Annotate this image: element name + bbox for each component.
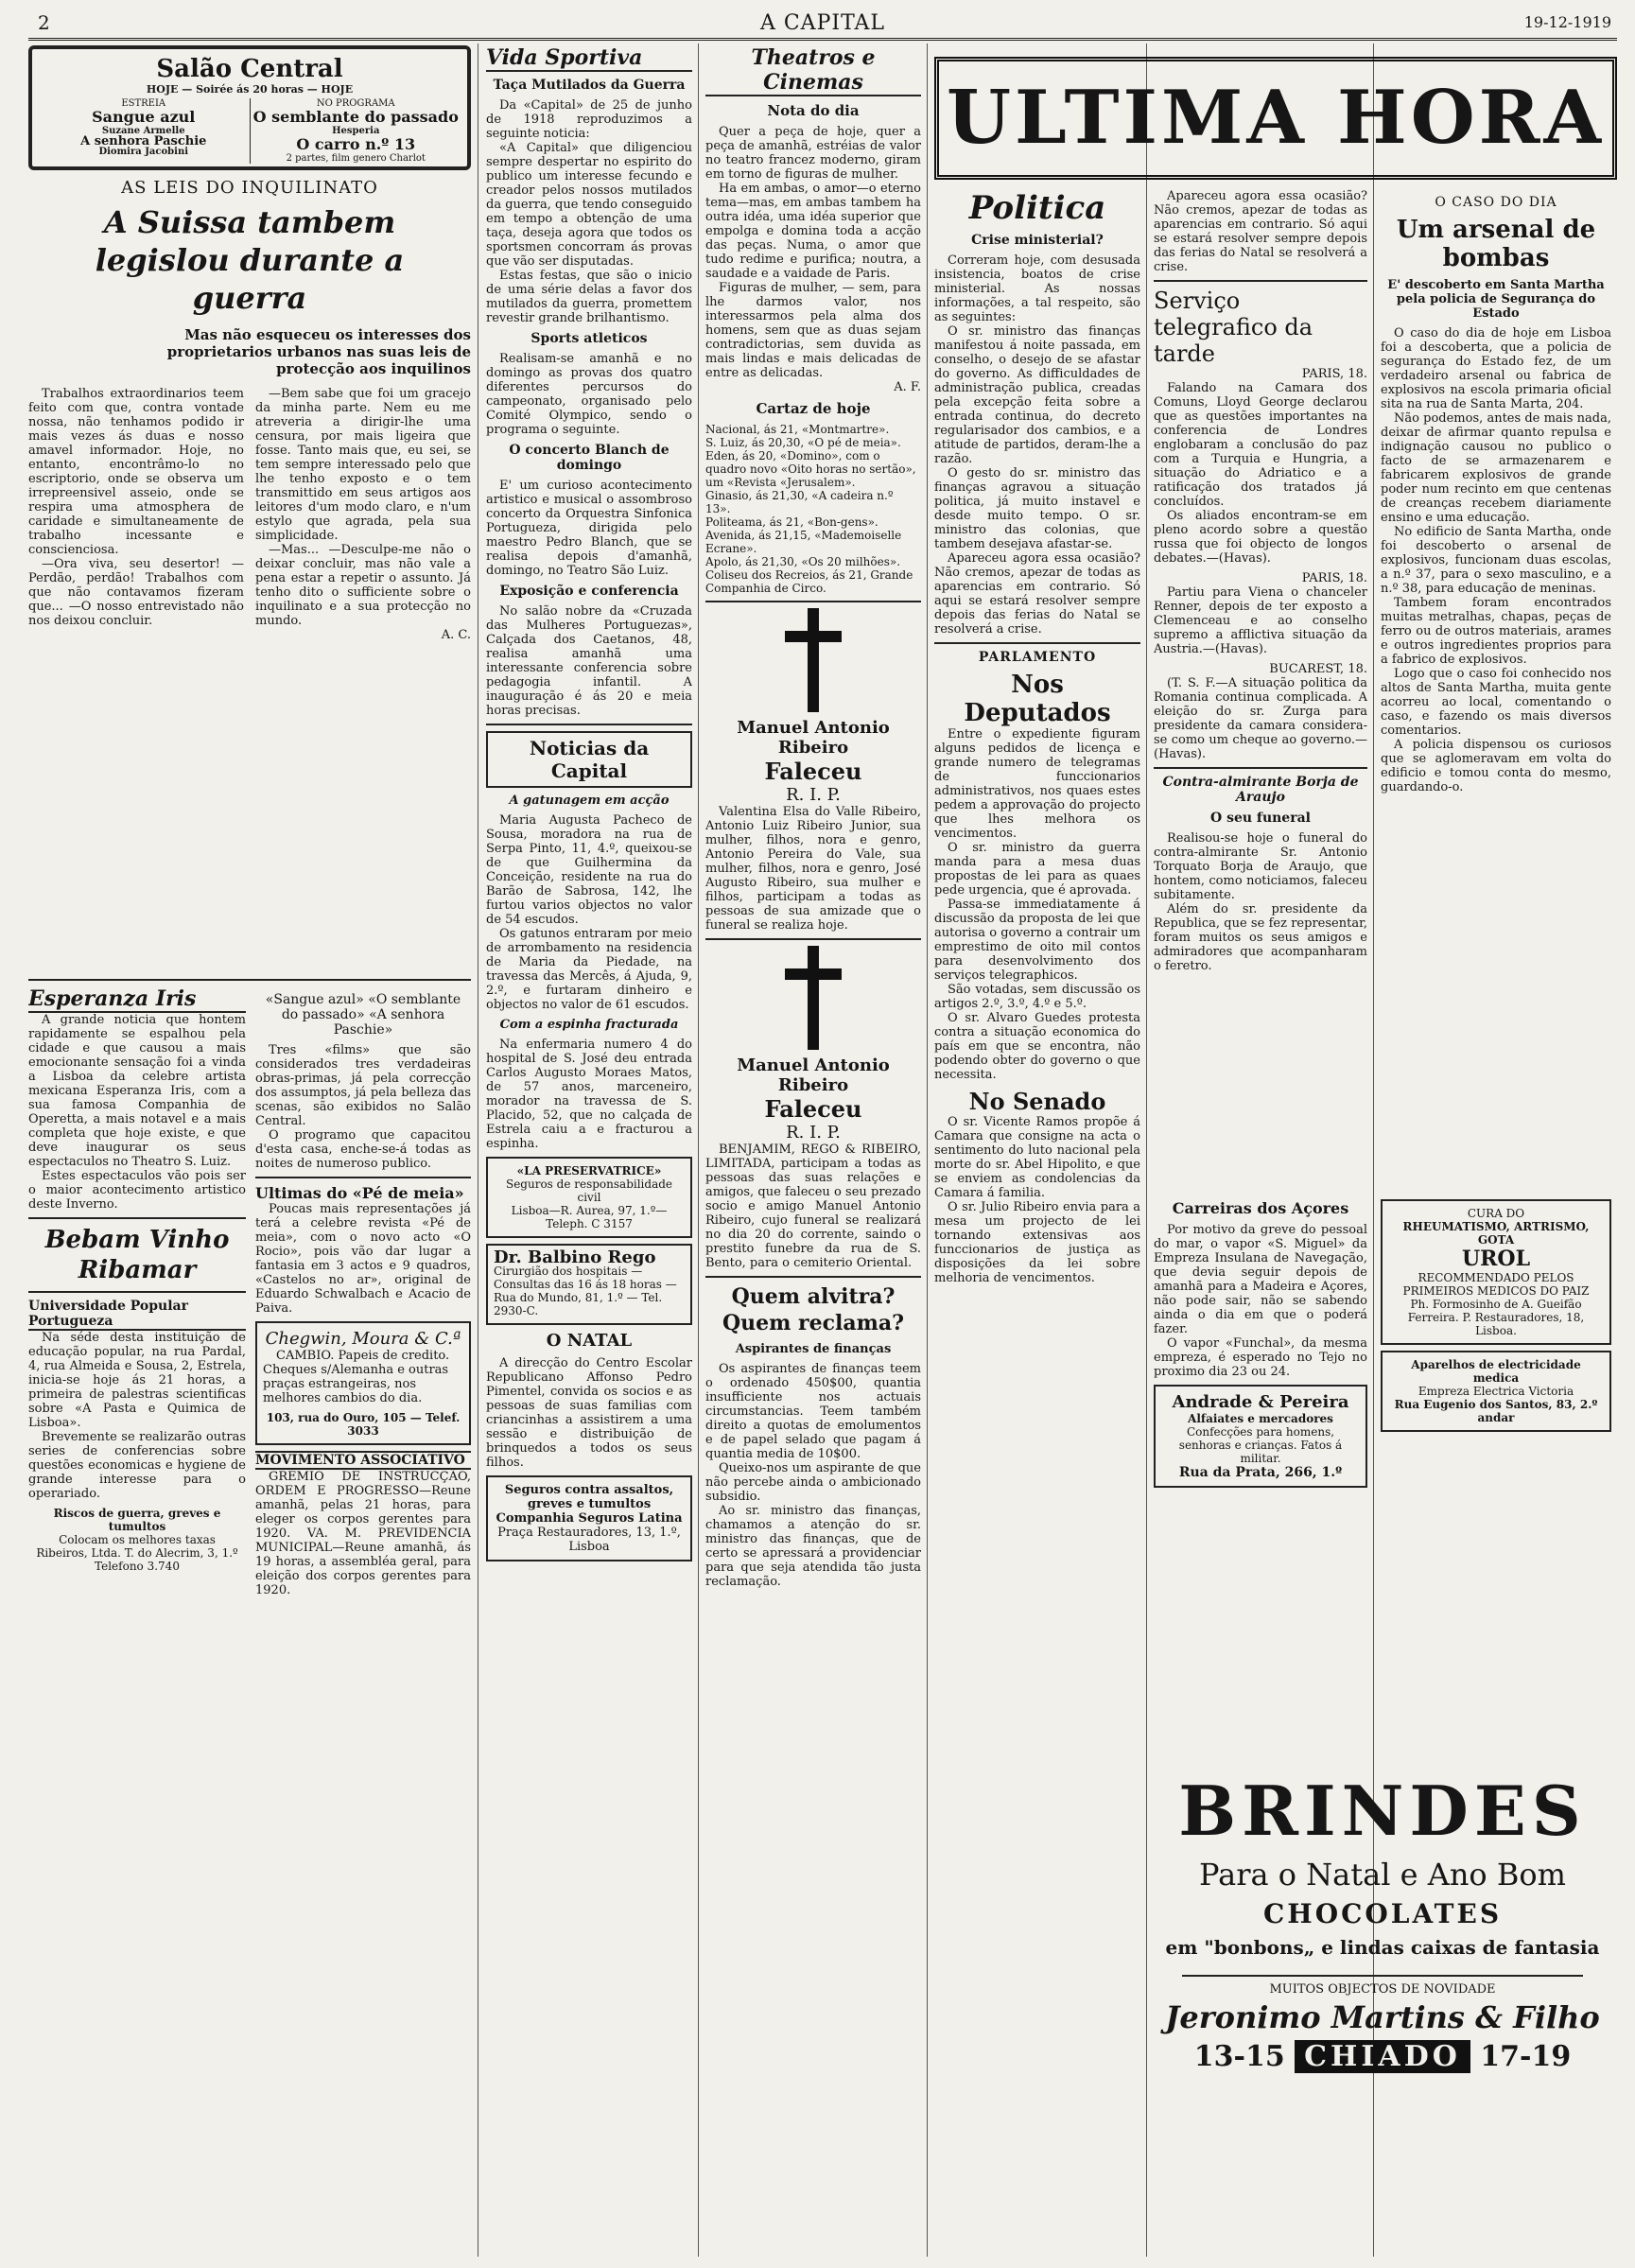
- urol-cura: CURA DO: [1467, 1207, 1525, 1220]
- seguros-l1: Seguros contra assaltos, greves e tumultos: [504, 1483, 674, 1511]
- cartaz-c5: Politeama, ás 21, «Bon-gens».: [705, 515, 878, 529]
- servico-title: Serviço telegrafico da tarde: [1154, 288, 1313, 367]
- salao-film4: O carro n.º 13: [296, 135, 416, 153]
- salao-film2-star: Diomira Jacobini: [98, 147, 189, 157]
- parlamento-p5: O sr. Alvaro Guedes protesta contra a situação economica do país em que se encontra, não podendo obter do governo o que necessita.: [934, 1011, 1140, 1082]
- noticias-p1: Maria Augusta Pacheco de Sousa, moradora na rua de Serpa Pinto, 11, 4.º, queixou-se de que Guilhermina da Conceição, residente na rua do Barão de Sabrosa, 142, lhe furtou varios objectos no valor de 54 escudos.: [486, 813, 692, 927]
- salao-film1: Sangue azul: [92, 108, 196, 126]
- cartaz-c2: S. Luiz, ás 20,30, «O pé de meia».: [705, 436, 901, 449]
- brindes-addr-l: 13-15: [1193, 2040, 1285, 2073]
- brindes-line: em "bonbons„ e lindas caixas de fantasia: [1165, 1936, 1600, 1959]
- servico-d3: BUCAREST, 18.: [1269, 662, 1367, 676]
- obit2-p2: BENJAMIM, REGO & RIBEIRO, LIMITADA, participam a todas as pessoas das suas relações e amigos, que faleceu o seu prezado socio e amigo Manuel Antonio Ribeiro, cujo funeral se realizará no dia 20 do corrente, saindo o prestito funebre da rua de S. Bento, para o cemiterio Oriental.: [705, 1143, 921, 1270]
- column-3: [705, 45, 921, 2259]
- inquilinato-p4: —Mas... —Desculpe-me não o deixar concluir, mas não vale a pena estar a repetir o assunto. Já tenho dito o sufficiente sobre o inquilinato e a sua protecção no mundo.: [255, 543, 471, 628]
- ultima-hora-title: ULTIMA HORA: [946, 75, 1606, 161]
- inquilinato-sub: Mas não esqueceu os interesses dos proprietarios urbanos nas suas leis de protecção aos inquilinos: [166, 326, 471, 377]
- urol-l2: RECOMMENDADO PELOS PRIMEIROS MEDICOS DO PAIZ: [1402, 1271, 1590, 1298]
- obit1-faleceu: Faleceu: [764, 758, 862, 785]
- bebam-ad: [28, 1225, 246, 1285]
- carreiras-title: Carreiras dos Açores: [1172, 1199, 1349, 1217]
- politica-crise: Crise ministerial?: [971, 233, 1104, 248]
- natal-title: O NATAL: [546, 1331, 633, 1351]
- cartaz-c1: Nacional, ás 21, «Montmartre».: [705, 423, 890, 436]
- parlamento-p3: Passa-se immediatamente á discussão da proposta de lei que autorisa o governo a contrair um emprestimo de oito mil contos para desenvolvimento dos serviços telegraphicos.: [934, 898, 1140, 983]
- quem-p3: Ao sr. ministro das finanças, chamamos a atenção do sr. ministro das finanças, que de certo se apressará a providenciar para que seja atendida tão justa reclamação.: [705, 1504, 921, 1589]
- sangue-p1: Tres «films» que são considerados tres verdadeiras obras-primas, já pela correcção dos assumptos, já pela belleza das scenas, são exibidos no Salão Central.: [255, 1043, 471, 1128]
- riscos-ad: [28, 1507, 246, 1573]
- cross-icon: [785, 946, 842, 1050]
- inquilinato-p1: Trabalhos extraordinarios teem feito com que, contra vontade nossa, não tenhamos podido ir mais vezes ás duas e nosso amavel informador. Hoje, no entanto, encontrâmo-lo no escriptorio, onde se observa um irrepreensivel asseio, onde se respira uma atmosphera de caridade e simultaneamente de trabalho incessante e conscienciosa.: [28, 387, 244, 557]
- ultima-hora-banner: [934, 57, 1617, 180]
- vida-sub: Taça Mutilados da Guerra: [493, 78, 686, 93]
- natal-p1: A direcção do Centro Escolar Republicano Affonso Pedro Pimentel, convida os socios e as pessoas de suas familias com criancinhas a assistirem a uma sessão e distribuição de brinquedos a todos os seus filhos.: [486, 1356, 692, 1470]
- balbino-ad: [486, 1244, 692, 1325]
- noticias-s1: A gatunagem em acção: [509, 794, 670, 808]
- borja-title: Contra-almirante Borja de Araujo: [1162, 775, 1359, 805]
- ultimas-p1: Poucas mais representações já terá a celebre revista «Pé de meia», com o novo acto «O Rocio», pois vão dar lugar a fantasia em 3 actos e 9 quadros, «Castelos no ar», original de Eduardo Schwalbach e Acacio de Paiva.: [255, 1202, 471, 1316]
- movimento-p1: GREMIO DE INSTRUCÇÃO, ORDEM E PROGRESSO—Reune amanhã, pelas 21 horas, para eleger os corpos gerentes para 1920. VA. M. PREVIDENCIA MUNICIPAL—Reune amanhã, ás 19 horas, a assembléa geral, para eleição dos corpos gerentes para 1920.: [255, 1470, 471, 1597]
- parlamento-p6: O sr. Vicente Ramos propõe á Camara que consigne na acta o sentimento do luto nacional pela morte do sr. Abel Hipolito, e que se enviem as condolencias da Camara á familia.: [934, 1115, 1140, 1200]
- vida-p5: E' um curioso acontecimento artistico e musical o assombroso concerto da Orquestra Sinfonica Portugueza, dirigida pelo maestro Pedro Blanch, que se realisa depois d'amanhã, domingo, no Teatro São Luiz.: [486, 479, 692, 578]
- obit1-p1: Valentina Elsa do Valle Ribeiro, Antonio Luiz Ribeiro Junior, sua mulher, filhos, nora e genro, Antonio Pereira do Vale, sua mulher, filhos, nora e genro, José Augusto Ribeiro, sua mulher e filhos, participam a todas as pessoas de sua amizade que o funeral se realiza hoje.: [705, 805, 921, 933]
- vida-concerto: O concerto Blanch de domingo: [509, 443, 670, 473]
- riscos-title: Riscos de guerra, greves e tumultos: [53, 1507, 221, 1533]
- teatros-sign: A. F.: [894, 380, 921, 394]
- obit2-faleceu: Faleceu: [764, 1095, 862, 1123]
- aparelhos-ad: [1381, 1351, 1611, 1432]
- bebam-line1: Bebam Vinho: [44, 1226, 230, 1254]
- parlamento-p2: O sr. ministro da guerra manda para a mesa duas propostas de lei para as quaes pede urgencia, que é aprovada.: [934, 841, 1140, 898]
- cartaz-c8: Coliseu dos Recreios, ás 21, Grande Companhia de Circo.: [705, 568, 913, 595]
- urol-l3: Ph. Formosinho de A. Gueifão: [1410, 1298, 1582, 1311]
- movimento-title: MOVIMENTO ASSOCIATIVO: [255, 1451, 471, 1470]
- vida-p6: No salão nobre da «Cruzada das Mulheres Portuguezas», Calçada dos Caetanos, 48, realisa amanhã uma interessante conferencia sobre pedagogia infantil. A inauguração é ás 20 e meia horas precisas.: [486, 604, 692, 718]
- caso-title: O CASO DO DIA: [1435, 195, 1557, 210]
- sangue-p2: O programo que capacitou d'esta casa, enche-se-á todas as noites de numeroso publico.: [255, 1128, 471, 1171]
- inquilinato-section: AS LEIS DO INQUILINATO: [121, 178, 378, 198]
- sangue-title: «Sangue azul» «O semblante do passado» «A senhora Paschie»: [265, 992, 461, 1038]
- brindes-nov: MUITOS OBJECTOS DE NOVIDADE: [1269, 1982, 1496, 1997]
- universidade-p2: Brevemente se realizarão outras series de conferencias sobre questões economicas e hygiene de grande interesse para o operariado.: [28, 1430, 246, 1501]
- carreiras-p1: Por motivo da greve do pessoal do mar, o vapor «S. Miguel» da Empreza Insulana de Navegação, que devia seguir depois de amanhã para a Madeira e Açores, não pode sair, não se sabendo ainda o dia em que o poderá fazer.: [1154, 1223, 1367, 1336]
- lower-col-6: [1381, 1194, 1611, 1761]
- salao-programa: NO PROGRAMA: [316, 98, 395, 109]
- parlamento-title: Nos Deputados: [964, 671, 1111, 727]
- andrade-title: Andrade & Pereira: [1172, 1392, 1349, 1412]
- bebam-line2: Ribamar: [78, 1256, 197, 1284]
- salao-film1-star: Suzane Armelle: [101, 126, 185, 136]
- borja-sub: O seu funeral: [1210, 811, 1311, 826]
- caso-p6: A policia dispensou os curiosos que se aglomeravam em volta do edificio e tomou conta do mesmo, guardando-o.: [1381, 738, 1611, 794]
- esperanza-title: Esperanza Iris: [28, 986, 246, 1013]
- noticias-p3: Na enfermaria numero 4 do hospital de S. José deu entrada Carlos Augusto Moraes Matos, de 57 anos, marceneiro, morador na travessa de S. Placido, 52, que no calçada de Estrela caiu a e fracturou a espinha.: [486, 1038, 692, 1151]
- teatros-p3: Figuras de mulher, — sem, para lhe darmos valor, nos interessarmos pela alma dos homens, sem que as duas sejam contradictorias, sem duvida as mais lindas e mais delicadas de entre as delicadas.: [705, 281, 921, 380]
- cartaz-title: Cartaz de hoje: [756, 400, 871, 417]
- column-6: [1381, 189, 1611, 1182]
- urol-l4: Ferreira. P. Restauradores, 18, Lisboa.: [1407, 1311, 1585, 1337]
- cartaz-list: [705, 423, 921, 595]
- salao-title: Salão Central: [156, 55, 343, 83]
- caso-p2: Não podemos, antes de mais nada, deixar de afirmar quanto repulsa e indignação causou no publico o facto de se armazenarem e fabricarem explosivos de grande poder num recinto em que centenas de creanças recebem diariamente ensino e uma educação.: [1381, 411, 1611, 525]
- riscos-l1: Colocam os melhores taxas: [59, 1533, 216, 1546]
- salao-central-ad: [28, 45, 471, 170]
- parlamento-p1: Entre o expediente figuram alguns pedidos de licença e grande numero de telegramas de funccionarios administrativos, nos quaes estes pedem a approvação do projecto que lhes melhora os vencimentos.: [934, 727, 1140, 841]
- noticias-title: Noticias da Capital: [486, 731, 692, 788]
- brindes-choc: CHOCOLATES: [1262, 1898, 1503, 1929]
- brindes-addr: [1154, 2038, 1611, 2076]
- obit1-rip: R. I. P.: [786, 785, 841, 805]
- chegwin-title: Chegwin, Moura & C.ª: [265, 1329, 461, 1349]
- inquilinato-headline: A Suissa tambem legislou durante a guerra: [95, 204, 405, 316]
- parlamento-p7: O sr. Julio Ribeiro envia para a mesa um projecto de lei tornando extensivas aos funccionarios de justiça as disposições da lei sobre melhoria de vencimentos.: [934, 1200, 1140, 1285]
- senado-title: No Senado: [968, 1088, 1106, 1115]
- obituary-1: [705, 608, 921, 805]
- chegwin-ad: [255, 1321, 471, 1445]
- salao-film2: A senhora Paschie: [80, 134, 207, 148]
- quem-ad: [705, 1283, 921, 1336]
- balbino-name: Dr. Balbino Rego: [494, 1247, 656, 1267]
- cartaz-c6: Avenida, ás 21,15, «Mademoiselle Ecrane».: [705, 529, 902, 555]
- noticias-s2: Com a espinha fracturada: [499, 1018, 679, 1032]
- cross-icon: [785, 608, 842, 712]
- vida-atl: Sports atleticos: [531, 331, 648, 346]
- vida-expo: Exposição e conferencia: [499, 584, 679, 599]
- andrade-ad: [1154, 1385, 1367, 1488]
- seguros-l3: Praça Restauradores, 13, 1.º, Lisboa: [497, 1526, 681, 1554]
- salao-film4-desc: 2 partes, film genero Charlot: [286, 153, 426, 164]
- preservatrice-l1: Seguros de responsabilidade civil: [505, 1178, 673, 1204]
- salao-film3-star: Hesperia: [332, 126, 380, 136]
- esperanza-p1: A grande noticia que hontem rapidamente se espalhou pela cidade e que causou a mais emocionante sensação foi a vinda a Lisboa da celebre artista mexicana Esperanza Iris, com a sua famosa Companhia de Operetta, a mais notavel e a mais completa que hoje existe, e que deve inaugurar os seus espectaculos no Theatro S. Luiz.: [28, 1013, 246, 1169]
- politica-title: Politica: [968, 189, 1106, 227]
- quem-l2: Quem reclama?: [722, 1311, 905, 1335]
- preservatrice-l2: Lisboa—R. Aurea, 97, 1.º—Teleph. C 3157: [511, 1204, 668, 1230]
- politica-p4: Apareceu agora essa ocasião? Não cremos, apezar de todas as aparencias em contrario. Só aqui se estará resolver sempre depois das ferias do Natal se resolverá a crise.: [934, 551, 1140, 637]
- vida-p4: Realisam-se amanhã e no domingo as provas dos quatro diferentes percursos do campeonato, organisado pelo Comité Olympico, sendo o programa o seguinte.: [486, 352, 692, 437]
- noticias-p2: Os gatunos entraram por meio de arrombamento na residencia de Maria da Piedade, na travessa das Mercês, á Ajuda, 9, 2.º, e furtaram dinheiro e objectos no valor de 61 escudos.: [486, 927, 692, 1012]
- riscos-l3: Telefono 3.740: [95, 1560, 180, 1573]
- chegwin-addr: 103, rua do Ouro, 105 — Telef. 3033: [266, 1411, 461, 1438]
- preservatrice-title: «LA PRESERVATRICE»: [516, 1164, 662, 1178]
- caso-head: Um arsenal de bombas: [1396, 216, 1596, 272]
- riscos-l2: Ribeiros, Ltda. T. do Alecrim, 3, 1.º: [36, 1546, 238, 1560]
- page-number: 2: [38, 11, 50, 34]
- aparelhos-title: Aparelhos de electricidade medica: [1411, 1358, 1581, 1385]
- inquilinato-body: [28, 387, 471, 973]
- carreiras-p2: O vapor «Funchal», da mesma empreza, é esperado no Tejo no proximo dia 23 ou 24.: [1154, 1336, 1367, 1379]
- salao-estreia: ESTREIA: [121, 98, 166, 109]
- obit2-rip: R. I. P.: [786, 1123, 841, 1143]
- inquilinato-p3: —Bem sabe que foi um gracejo da minha parte. Nem eu me atreveria a dirigir-lhe uma censura, por mais ligeira que fosse. Tanto mais que, eu sei, se tem sempre interessado pelo que lhe tenho exposto e o tem transmittido em seus artigos aos leitores d'um modo claro, e n'um estylo que agrada, pela sua simplicidade.: [255, 387, 471, 543]
- brindes-addr-r: 17-19: [1480, 2040, 1572, 2073]
- andrade-sub: Alfaiates e mercadores: [1188, 1412, 1333, 1425]
- quem-l1: Quem alvitra?: [731, 1284, 896, 1309]
- salao-times: HOJE — Soirée ás 20 horas — HOJE: [146, 83, 354, 96]
- column-2: [486, 45, 692, 2259]
- universidade-p1: Na séde desta instituição de educação popular, na rua Pardal, 4, rua Almeida e Sousa, 2, Estrela, inicia-se hoje ás 21 horas, a primeira de palestras scientificas sobre «A Pasta e Quimica de Lisboa».: [28, 1331, 246, 1430]
- teatros-title: Theatros e Cinemas: [705, 45, 921, 96]
- servico-p4: (T. S. F.—A situação politica da Romania continua complicada. A eleição do sr. Zurga para presidente da camara considera-se como um cheque ao governo.—(Havas).: [1154, 676, 1367, 761]
- obituary-2: [705, 946, 921, 1143]
- parlamento-label: PARLAMENTO: [978, 650, 1097, 665]
- page-header: [28, 11, 1617, 41]
- caso-p5: Logo que o caso foi conhecido nos altos de Santa Martha, muita gente acorreu ao local, comentando o caso, e fazendo os mais diversos comentarios.: [1381, 667, 1611, 738]
- vida-p3: Estas festas, que são o inicio de uma série delas a favor dos mutilados da guerra, promettem revestir grande brilhantismo.: [486, 269, 692, 325]
- urol-ad: [1381, 1199, 1611, 1345]
- brindes-sub: Para o Natal e Ano Bom: [1199, 1857, 1566, 1893]
- seguros-ad: [486, 1475, 692, 1561]
- brindes-firm: Jeronimo Martins & Filho: [1165, 1999, 1600, 2035]
- seguros-l2: Companhia Seguros Latina: [496, 1511, 683, 1526]
- caso-sub: E' descoberto em Santa Martha pela policia de Segurança do Estado: [1387, 278, 1605, 321]
- brindes-ad: [1154, 1769, 1611, 2251]
- servico-d2: PARIS, 18.: [1301, 571, 1367, 585]
- inquilinato-sign: A. C.: [441, 628, 471, 642]
- universidade-title: Universidade Popular Portugueza: [28, 1299, 246, 1331]
- salao-film3: O semblante do passado: [252, 108, 459, 126]
- vida-p2: «A Capital» que diligenciou sempre despertar no espirito do publico um interesse fecundo e creador pelos nossos mutilados da guerra, que tendo conseguido em tempo a obtenção de uma taça, deseja agora que todos os sportsmen concorram ás provas que vão ser disputadas.: [486, 141, 692, 269]
- servico-p3: Partiu para Viena o chanceler Renner, depois de ter exposto a Clemenceau e ao conselho supremo a afflictiva situação da Austria.—(Havas).: [1154, 585, 1367, 656]
- quem-p2: Queixo-nos um aspirante de que não percebe ainda o ambicionado subsidio.: [705, 1461, 921, 1504]
- andrade-addr: Rua da Prata, 266, 1.º: [1178, 1465, 1343, 1480]
- column-1: [28, 45, 471, 2259]
- vida-title: Vida Sportiva: [486, 45, 692, 72]
- cartaz-c3: Eden, ás 20, «Domino», com o quadro novo «Oito horas no sertão», um «Revista «Jerusalem».: [705, 449, 916, 489]
- aparelhos-l2: Rua Eugenio dos Santos, 83, 2.º andar: [1394, 1398, 1598, 1424]
- inquilinato-p2: —Ora viva, seu desertor! —Perdão, perdão! Trabalhos com que não contavamos fizeram que... —O nosso entrevistado não nos deixou concluir.: [28, 557, 244, 628]
- urol-l1: RHEUMATISMO, ARTRISMO, GOTA: [1402, 1220, 1590, 1247]
- brindes-title: BRINDES: [1178, 1771, 1587, 1851]
- teatros-nota: Nota do dia: [767, 102, 860, 119]
- caso-p3: No edificio de Santa Martha, onde foi descoberto o arsenal de explosivos, funcionam duas escolas, a n.º 37, para o sexo masculino, e a n.º 38, para educação de meninas.: [1381, 525, 1611, 596]
- lower-col-5: [1154, 1194, 1367, 1761]
- politica-p2: O sr. ministro das finanças manifestou á noite passada, em conselho, o desejo de se afastar do governo. As difficuldades de administração publica, creadas pela excepção feita sobre a entrada continua, do decreto regularisador dos cambios, e a atitude de partidos, deram-lhe a razão.: [934, 324, 1140, 466]
- servico-p1: Falando na Camara dos Comuns, Lloyd George declarou que as questões importantes na conferencia de Londres englobaram a conclusão do paz com a Turquia e Hungria, a situação do Adriatico e a ratificação dos tratados já concluídos.: [1154, 381, 1367, 509]
- cartaz-c4: Ginasio, ás 21,30, «A cadeira n.º 13».: [705, 489, 894, 515]
- column-4: [934, 189, 1140, 2259]
- cartaz-c7: Apolo, ás 21,30, «Os 20 milhões».: [705, 555, 901, 568]
- politica-p3: O gesto do sr. ministro das finanças agravou a situação politica, já muito instavel e desde muito tempo. O sr. ministro das colonias, que tambem desejava afastar-se.: [934, 466, 1140, 551]
- balbino-desc: Cirurgião dos hospitais — Consultas das 16 ás 18 horas — Rua do Mundo, 81, 1.º — Tel. 2930-C.: [494, 1265, 677, 1317]
- caso-p1: O caso do dia de hoje em Lisboa foi a descoberta, que a policia de segurança do Estado fez, de um verdadeiro arsenal ou fabrica de explosivos na escola primaria oficial sita na rua de Santa Marta, 204.: [1381, 326, 1611, 411]
- teatros-p2: Ha em ambas, o amor—o eterno tema—mas, em ambas tambem ha outra idéa, uma idéa superior que empolga e domina toda a acção das peças. Numa, o amor que tudo redime e purifica; noutra, a saudade e a vaidade de Paris.: [705, 182, 921, 281]
- esperanza-p2: Estes espectaculos vão pois ser o maior acontecimento artistico deste Inverno.: [28, 1169, 246, 1212]
- brindes-addr-c: CHIADO: [1295, 2040, 1470, 2073]
- borja-p1: Realisou-se hoje o funeral do contra-almirante Sr. Antonio Torquato Borja de Araujo, que hontem, como noticiamos, faleceu subitamente.: [1154, 831, 1367, 902]
- politica-cont: Apareceu agora essa ocasião? Não cremos, apezar de todas as aparencias em contrario. Só aqui se estará resolver sempre depois das ferias do Natal se resolverá a crise.: [1154, 189, 1367, 274]
- issue-date: 19-12-1919: [1523, 13, 1611, 31]
- chegwin-p1: CAMBIO. Papeis de credito. Cheques s/Alemanha e outras praças estrangeiras, nos melhores cambios do dia.: [263, 1349, 450, 1405]
- politica-p1: Correram hoje, com desusada insistencia, boatos de crise ministerial. As nossas informações, a tal respeito, são as seguintes:: [934, 253, 1140, 324]
- servico-d1: PARIS, 18.: [1301, 367, 1367, 381]
- servico-p2: Os aliados encontram-se em pleno acordo sobre a questão russa que foi objecto de longos debates.—(Havas).: [1154, 509, 1367, 566]
- preservatrice-ad: [486, 1157, 692, 1238]
- aparelhos-l1: Empreza Electrica Victoria: [1418, 1385, 1574, 1398]
- caso-p4: Tambem foram encontrados muitas metralhas, chapas, peças de ferro ou de outros materiais, arames e outros ingredientes proprios para a fabrico de explosivos.: [1381, 596, 1611, 667]
- borja-p2: Além do sr. presidente da Republica, que se fez representar, foram muitos os seus amigos e admiradores que acompanharam o feretro.: [1154, 902, 1367, 973]
- obit1-name: Manuel Antonio Ribeiro: [737, 718, 890, 758]
- obit2-name: Manuel Antonio Ribeiro: [737, 1055, 890, 1095]
- quem-p1: Os aspirantes de finanças teem o ordenado 450$00, quantia insufficiente nos actuais circumstancias. Teem também direito a quotas de emolumentos e de papel selado que pagam á quantia media de 10$00.: [705, 1362, 921, 1461]
- urol-brand: UROL: [1461, 1247, 1531, 1271]
- teatros-p1: Quer a peça de hoje, quer a peça de amanhã, estréias de valor no teatro francez moderno, giram em torno de figuras de mulher.: [705, 125, 921, 182]
- vida-p1: Da «Capital» de 25 de junho de 1918 reproduzimos a seguinte noticia:: [486, 98, 692, 141]
- column-5: [1154, 189, 1367, 1182]
- quem-sub: Aspirantes de finanças: [735, 1342, 892, 1356]
- ultimas-title: Ultimas do «Pé de meia»: [255, 1184, 464, 1202]
- andrade-desc: Confecções para homens, senhoras e crianças. Fatos á militar.: [1178, 1425, 1343, 1465]
- parlamento-p4: São votadas, sem discussão os artigos 2.º, 3.º, 4.º e 5.º.: [934, 983, 1140, 1011]
- newspaper-title: A CAPITAL: [759, 11, 886, 35]
